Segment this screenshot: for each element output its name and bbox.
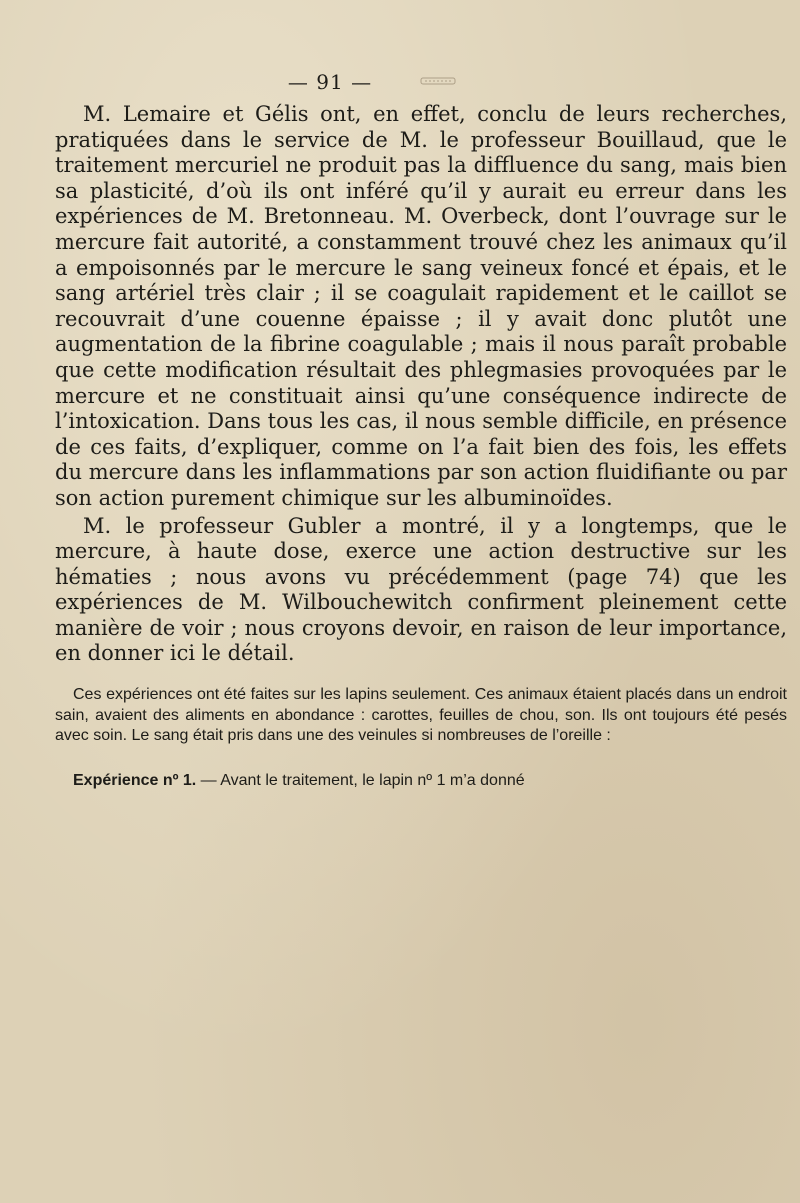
page-number: — 91 — <box>287 70 373 94</box>
experience-1 <box>55 771 787 792</box>
footnote-methods: Ces expériences ont été faites sur les lapins seulement. Ces animaux étaient placés dans un endroit sain, avaient des aliments en abondance : carottes, feuilles de chou, son. Ils ont toujours été pesés avec soin. Le sang était pris dans une des veinules si nombreuses de l’oreille : <box>55 686 787 745</box>
paragraph-gubler: M. le professeur Gubler a montré, il y a longtemps, que le mercure, à haute dose, exerce une action destructive sur les hématies ; nous avons vu précédemment (page 74) que les expériences de M. Wilbouchewitch confirment pleinement cette manière de voir ; nous croyons devoir, en raison de leur importance, en donner ici le détail. <box>55 513 787 666</box>
body-text <box>55 102 787 791</box>
experience-text: — Avant le traitement, le lapin nº 1 m’a donné <box>196 771 525 789</box>
paragraph-lemaire-gelis: M. Lemaire et Gélis ont, en effet, conclu de leurs recherches, pratiquées dans le service de M. le professeur Bouillaud, que le traitement mercuriel ne produit pas la diffluence du sang, mais bien sa plasticité, d’où ils ont inféré qu’il y aurait eu erreur dans les expériences de M. Bretonneau. M. Overbeck, dont l’ouvrage sur le mercure fait autorité, a constamment trouvé chez les animaux qu’il a empoisonnés par le mercure le sang veineux foncé et épais, et le sang artériel très clair ; il se coagulait rapidement et le caillot se recouvrait d’une couenne épaisse ; il y avait donc plutôt une augmentation de la fibrine coagulable ; mais il nous paraît probable que cette modification résultait des phlegmasies provoquées par le mercure et ne constituait ainsi qu’une conséquence indirecte de l’intoxication. Dans tous les cas, il nous semble difficile, en présence de ces faits, d’expliquer, comme on l’a fait bien des fois, les effets du mercure dans les inflammations par son action fluidifiante ou par son action purement chimique sur les albuminoïdes. <box>55 102 787 510</box>
experience-heading: Expérience nº 1. <box>73 771 197 789</box>
